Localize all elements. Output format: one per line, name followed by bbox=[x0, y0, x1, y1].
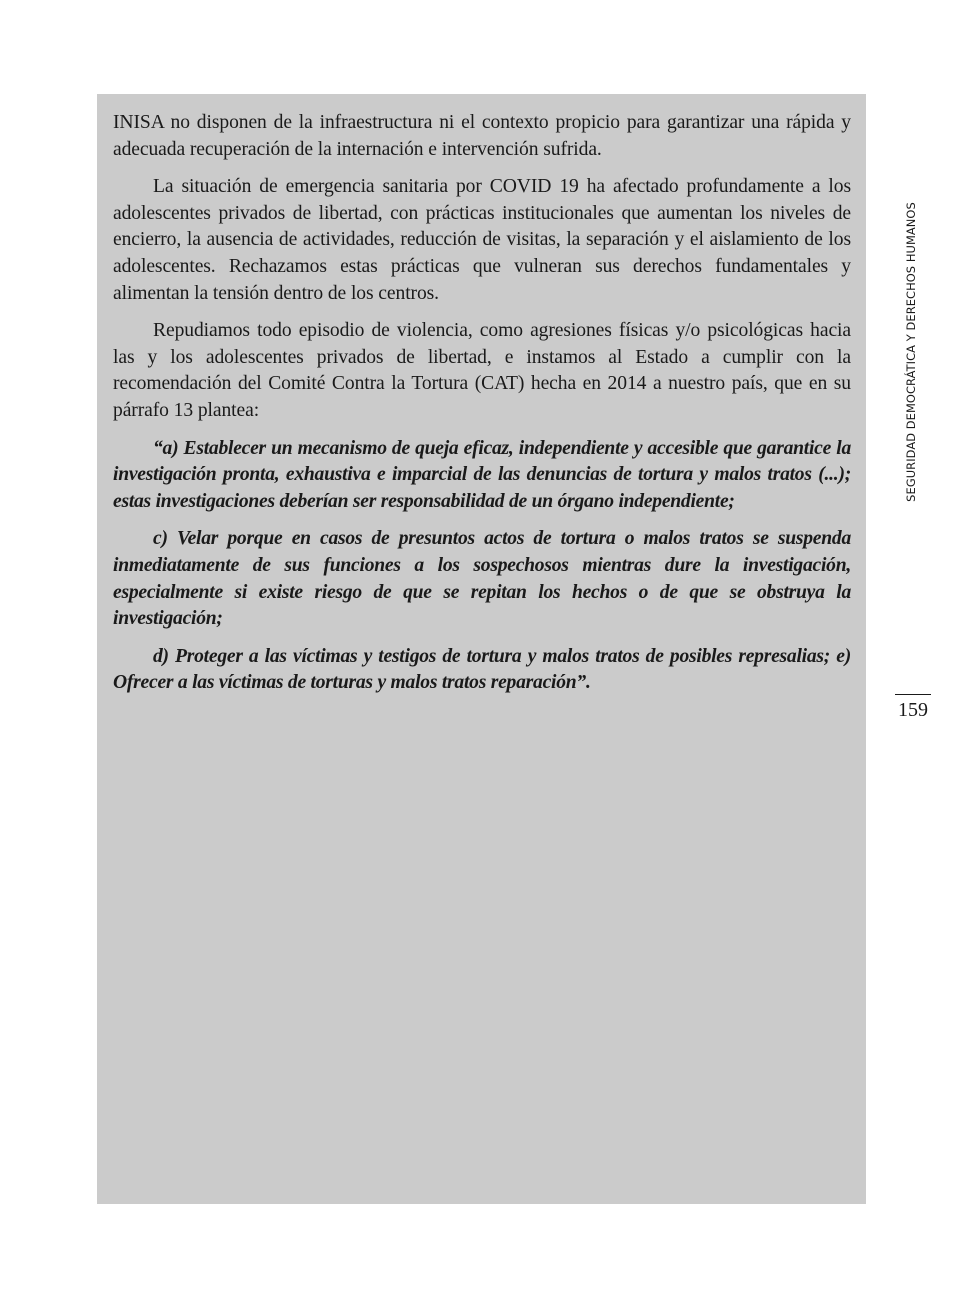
body-paragraph-1: INISA no disponen de la infraestructura ni el contexto propicio para garantizar una rápida y adecuada recuperación de la internación e intervención sufrida. bbox=[113, 112, 851, 160]
running-header-vertical: SEGURIDAD DEMOCRÁTICA Y DERECHOS HUMANOS bbox=[904, 202, 918, 502]
body-paragraph-2: La situación de emergencia sanitaria por COVID 19 ha afectado profundamente a los adolescentes privados de libertad, con prácticas institucionales que aumentan los niveles de encierro, la ausencia de actividades, reducción de visitas, la separación y el aislamiento de los adolescentes. Rechazamos estas prácticas que vulneran sus derechos fundamentales y alimentan la tensión dentro de los centros. bbox=[113, 176, 851, 304]
page-number-rule bbox=[895, 694, 931, 695]
shaded-text-box bbox=[97, 94, 866, 1204]
body-paragraph-3: Repudiamos todo episodio de violencia, como agresiones físicas y/o psicológicas hacia las y los adolescentes privados de libertad, e instamos al Estado a cumplir con la recomendación del Comité Contra la Tortura (CAT) hecha en 2014 a nuestro país, que en su párrafo 13 plantea: bbox=[113, 320, 851, 421]
quote-paragraph-c: c) Velar porque en casos de presuntos actos de tortura o malos tratos se suspenda inmediatamente de sus funciones a los sospechosos mientras dure la investigación, especialmente si existe riesgo de que se repitan los hechos o de que se obstruya la investigación; bbox=[113, 528, 851, 630]
quote-paragraph-a: “a) Establecer un mecanismo de queja eficaz, independiente y accesible que garantice la investigación pronta, exhaustiva e imparcial de las denuncias de tortura y malos tratos (...); estas investigaciones deberían ser responsabilidad de un órgano independiente; bbox=[113, 437, 851, 512]
quote-paragraph-d: d) Proteger a las víctimas y testigos de tortura y malos tratos de posibles represalias; e) Ofrecer a las víctimas de torturas y malos tratos reparación”. bbox=[113, 645, 851, 694]
page-number: 159 bbox=[898, 699, 928, 721]
